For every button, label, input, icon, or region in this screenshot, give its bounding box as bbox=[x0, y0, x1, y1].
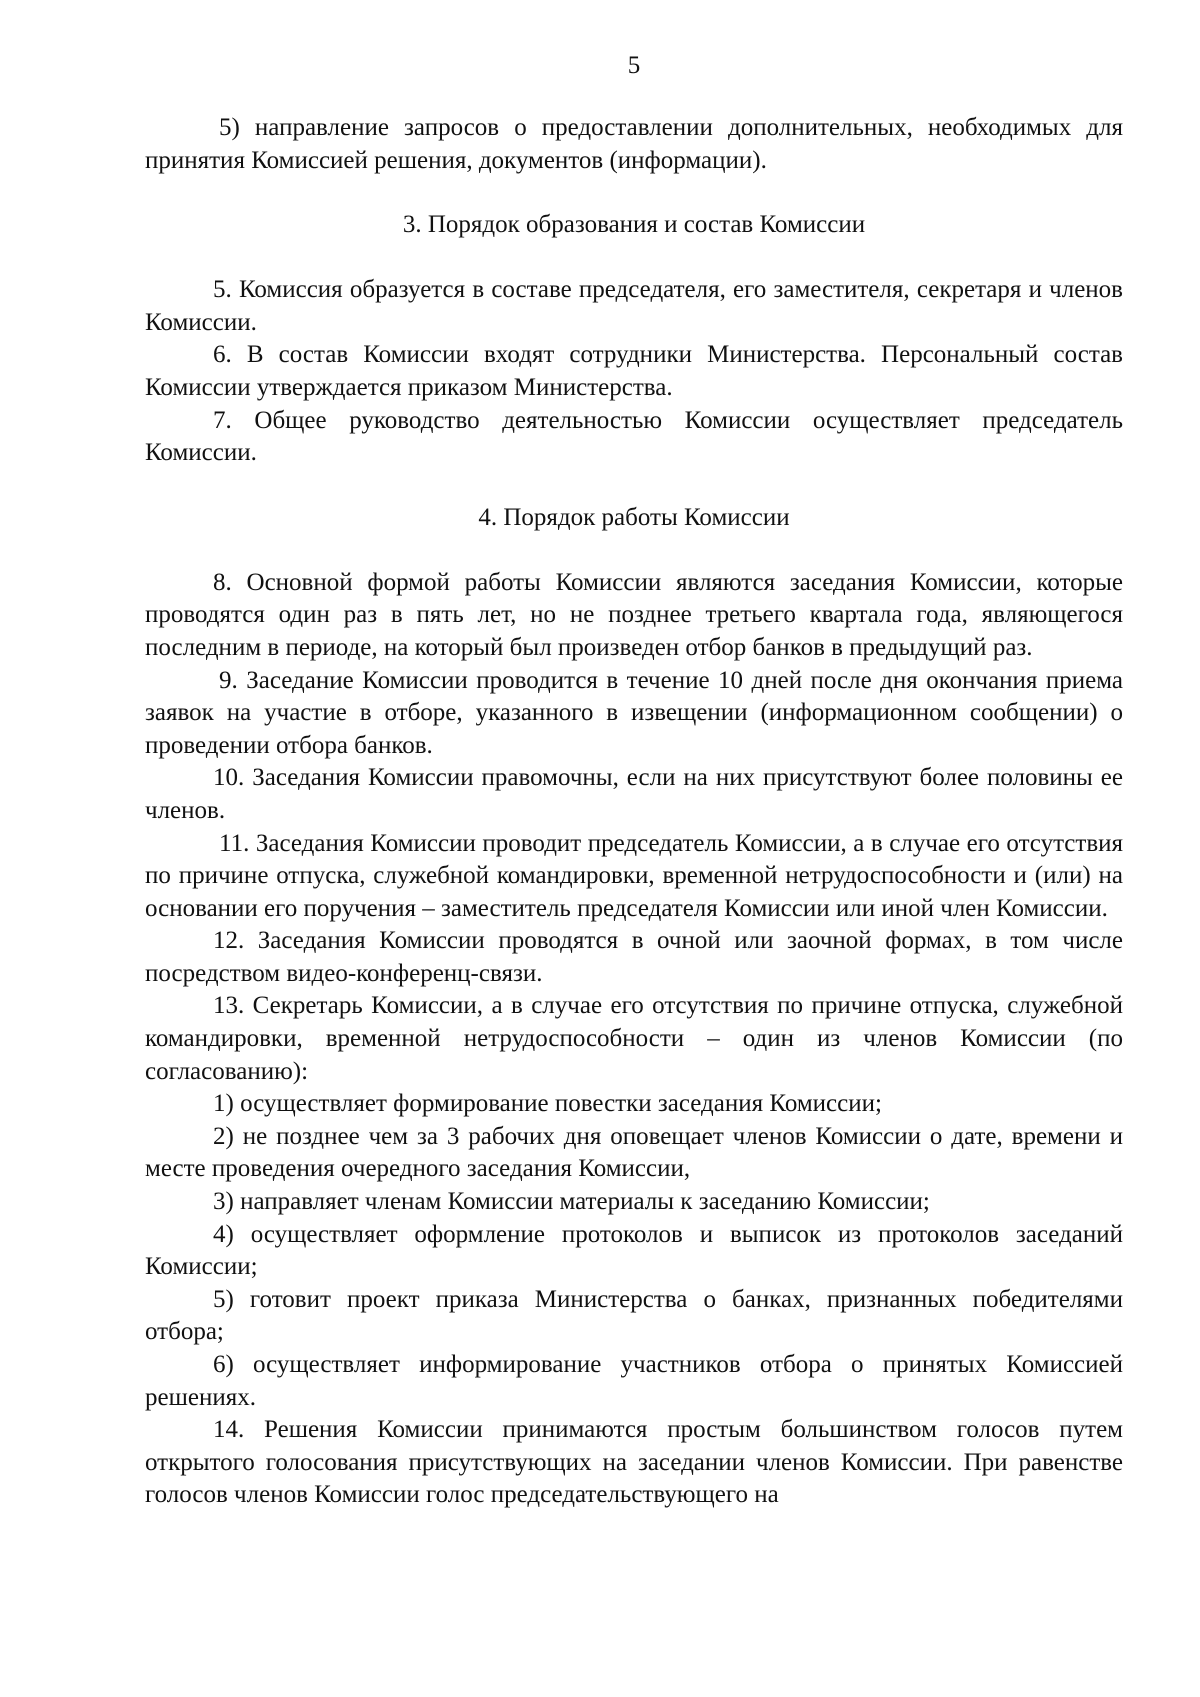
paragraph-item-5-requests: 5) направление запросов о предоставлении дополнительных, необходимых для принятия Комиссией решения, документов (информации). bbox=[145, 114, 1123, 174]
paragraph-13-item-2: 2) не позднее чем за 3 рабочих дня оповещает членов Комиссии о дате, времени и месте проведения очередного заседания Комиссии, bbox=[145, 1122, 1123, 1183]
paragraph-7: 7. Общее руководство деятельностью Комиссии осуществляет председатель Комиссии. bbox=[145, 406, 1123, 467]
paragraph-13-item-4: 4) осуществляет оформление протоколов и выписок из протоколов заседаний Комиссии; bbox=[145, 1220, 1123, 1281]
paragraph-8: 8. Основной формой работы Комиссии являются заседания Комиссии, которые проводятся один раз в пять лет, но не позднее третьего квартала года, являющегося последним в периоде, на который был произведен отбор банков в предыдущий раз. bbox=[145, 568, 1123, 661]
paragraph-12: 12. Заседания Комиссии проводятся в очной или заочной формах, в том числе посредством видео-конференц-связи. bbox=[145, 927, 1123, 987]
paragraph-13-item-1: 1) осуществляет формирование повестки заседания Комиссии; bbox=[213, 1090, 882, 1118]
paragraph-10: 10. Заседания Комиссии правомочны, если на них присутствуют более половины ее членов. bbox=[145, 764, 1123, 824]
paragraph-14: 14. Решения Комиссии принимаются простым большинством голосов путем открытого голосования присутствующих на заседании членов Комиссии. При равенстве голосов членов Комиссии голос председательствующего на bbox=[145, 1416, 1123, 1509]
paragraph-11: 11. Заседания Комиссии проводит председатель Комиссии, а в случае его отсутствия по причине отпуска, служебной командировки, временной нетрудоспособности и (или) на основании его поручения – заместитель председателя Комиссии или иной член Комиссии. bbox=[145, 829, 1123, 922]
paragraph-5: 5. Комиссия образуется в составе председателя, его заместителя, секретаря и членов Комиссии. bbox=[145, 276, 1123, 336]
section-3-heading: 3. Порядок образования и состав Комиссии bbox=[402, 211, 866, 239]
page-number: 5 bbox=[627, 52, 641, 79]
section-4-heading: 4. Порядок работы Комиссии bbox=[478, 503, 790, 531]
paragraph-13-item-3: 3) направляет членам Комиссии материалы к заседанию Комиссии; bbox=[213, 1188, 930, 1216]
paragraph-6: 6. В состав Комиссии входят сотрудники Министерства. Персональный состав Комиссии утверждается приказом Министерства. bbox=[145, 341, 1123, 401]
document-page bbox=[145, 50, 1123, 1512]
paragraph-13-item-5: 5) готовит проект приказа Министерства о банках, признанных победителями отбора; bbox=[145, 1285, 1123, 1346]
paragraph-13-item-6: 6) осуществляет информирование участников отбора о принятых Комиссией решениях. bbox=[145, 1351, 1123, 1411]
paragraph-13: 13. Секретарь Комиссии, а в случае его отсутствия по причине отпуска, служебной командировки, временной нетрудоспособности – один из членов Комиссии (по согласованию): bbox=[145, 992, 1123, 1085]
paragraph-9: 9. Заседание Комиссии проводится в течение 10 дней после дня окончания приема заявок на участие в отборе, указанного в извещении (информационном сообщении) о проведении отбора банков. bbox=[145, 666, 1123, 759]
